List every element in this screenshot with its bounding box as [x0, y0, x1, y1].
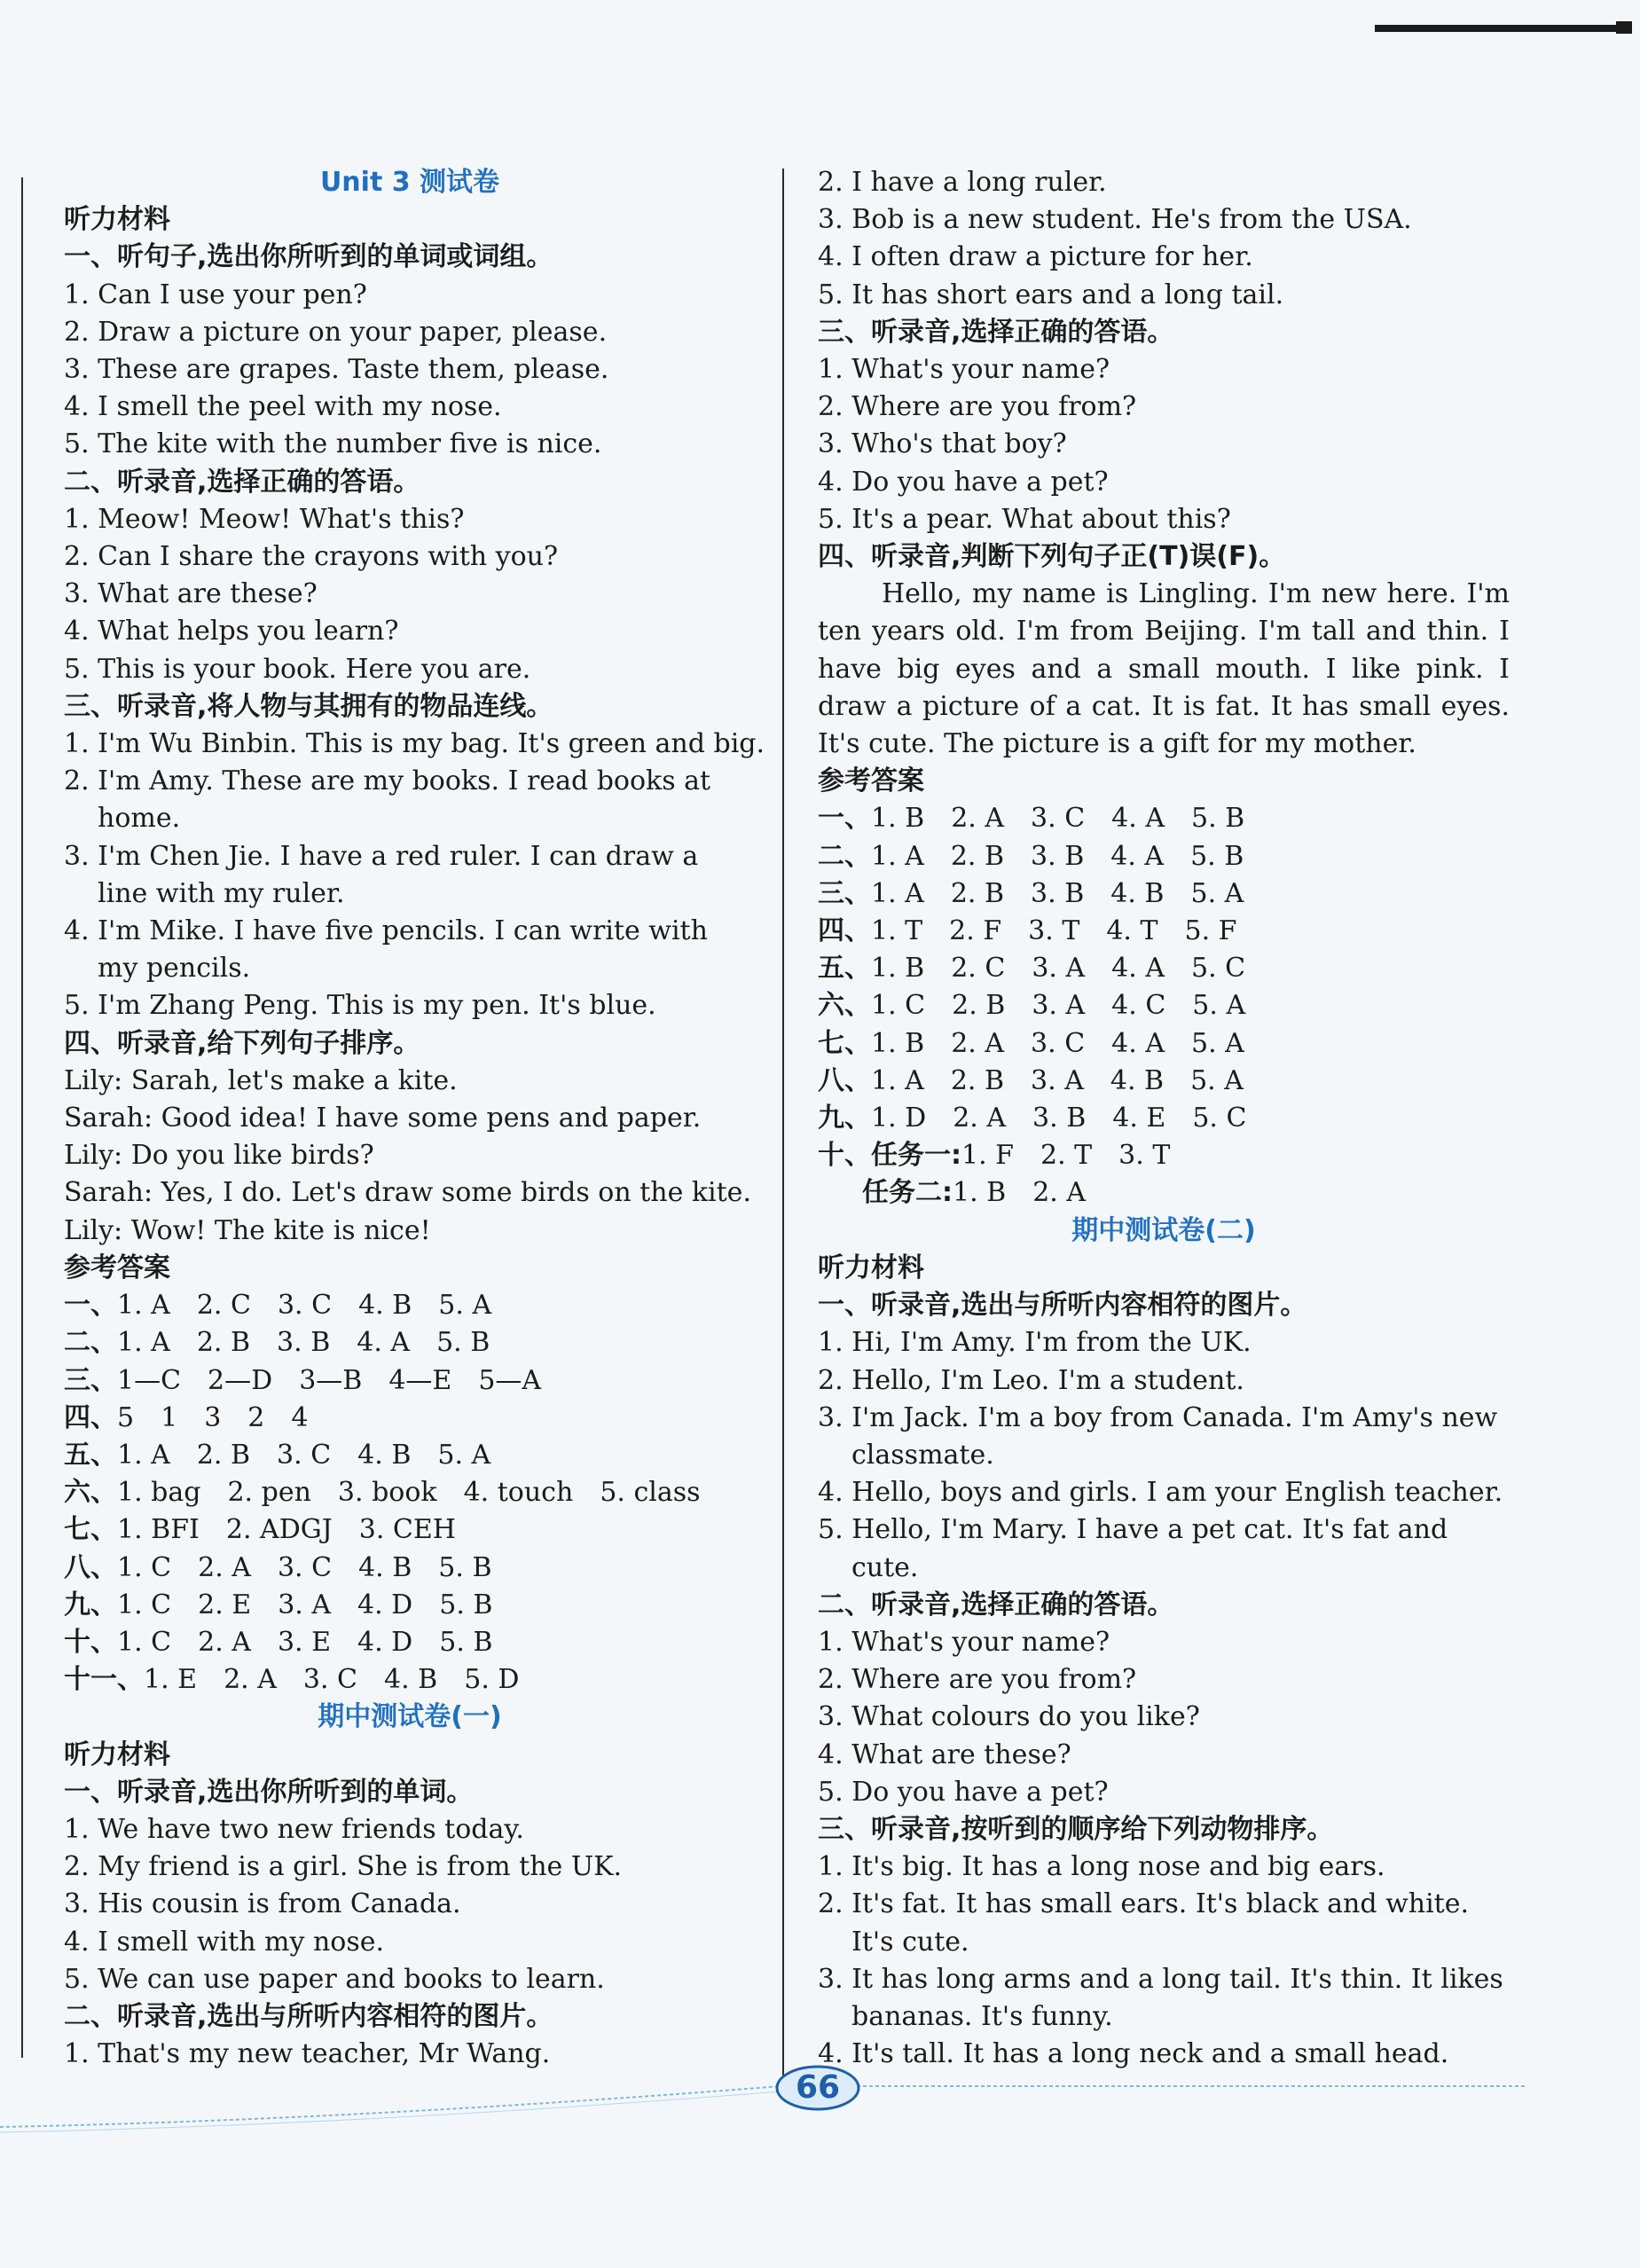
answer-item: 4. B: [1110, 1064, 1165, 1096]
answer-row: [64, 1550, 756, 1587]
answer-label: 七、: [818, 1027, 871, 1059]
answer-row: [818, 838, 1510, 875]
sentence: 3. It has long arms and a long tail. It's thin. It likes bananas. It's funny.: [818, 1963, 1503, 2032]
part-heading: 一、听录音,选出你所听到的单词。: [64, 1776, 474, 1808]
sentence: 2. It's fat. It has small ears. It's black and white. It's cute.: [818, 1888, 1470, 1958]
answer-item: 4. T: [1106, 915, 1158, 947]
dialogue-line: Lily: Sarah, let's make a kite.: [64, 1064, 458, 1096]
answer-label: 四、: [64, 1401, 117, 1433]
answer-key-unit3: [64, 1287, 756, 1699]
page-number-badge: [773, 2063, 862, 2113]
answer-item: 5. B: [439, 1589, 493, 1621]
answer-row: [818, 800, 1510, 837]
answer-item: 3. C: [1031, 803, 1086, 835]
answer-row: [64, 1474, 756, 1511]
sentence: 1. Meow! Meow! What's this?: [64, 503, 465, 535]
answer-label: 五、: [818, 953, 871, 985]
part-heading: 二、听录音,选出与所听内容相符的图片。: [64, 2000, 553, 2032]
answer-item: 4. D: [357, 1589, 413, 1621]
answer-item: 1. T: [871, 915, 923, 947]
answer-item: 4. E: [1112, 1103, 1166, 1134]
answer-item: 1—C: [117, 1364, 182, 1396]
answer-row: [818, 1025, 1510, 1063]
answer-item: 3—B: [299, 1364, 363, 1396]
answer-item: 4. touch: [463, 1477, 574, 1509]
answer-item: 5. B: [438, 1551, 492, 1583]
answer-label: 一、: [64, 1290, 117, 1322]
column-divider: [782, 169, 784, 2076]
sentence: 1. Hi, I'm Amy. I'm from the UK.: [818, 1327, 1252, 1359]
answer-item: 1. C: [117, 1551, 172, 1583]
answer-item: 1. C: [871, 990, 926, 1022]
answer-label: 十一、: [64, 1664, 144, 1696]
answer-label: 九、: [818, 1103, 871, 1134]
answer-item: 1. B: [871, 803, 925, 835]
answer-item: 5. A: [438, 1290, 492, 1322]
answer-item: 4. A: [1111, 803, 1165, 835]
answer-item: 3. A: [278, 1589, 332, 1621]
section-title-midterm-2: 期中测试卷(二): [1071, 1214, 1256, 1246]
answer-row: [64, 1511, 756, 1549]
part-heading: 二、听录音,选择正确的答语。: [818, 1589, 1174, 1621]
sentence: 4. I smell with my nose.: [64, 1926, 385, 1958]
answer-item: 4. B: [384, 1664, 438, 1696]
answer-label: 八、: [64, 1551, 117, 1583]
sentence: 4. I'm Mike. I have five pencils. I can write with my pencils.: [64, 915, 708, 985]
sentence: 4. Hello, boys and girls. I am your English teacher.: [818, 1477, 1503, 1509]
answer-row: [818, 913, 1510, 950]
listening-heading: 听力材料: [64, 1738, 170, 1770]
part-heading: 二、听录音,选择正确的答语。: [64, 466, 420, 498]
sentence: 4. I often draw a picture for her.: [818, 241, 1253, 273]
answer-item: 4. B: [358, 1551, 412, 1583]
listening-heading: 听力材料: [818, 1252, 924, 1283]
answer-key-heading: 参考答案: [818, 765, 924, 797]
answer-item: 1. A: [117, 1327, 170, 1359]
sentence: 4. Do you have a pet?: [818, 466, 1109, 498]
answer-item: 5. B: [439, 1626, 493, 1658]
answer-item: 3. C: [277, 1439, 332, 1471]
sentence: 2. Where are you from?: [818, 1664, 1137, 1696]
answer-item: 1. B: [871, 1027, 925, 1059]
sentence: 3. Who's that boy?: [818, 428, 1067, 460]
sentence: 3. What colours do you like?: [818, 1701, 1200, 1733]
sentence: 5. The kite with the number five is nice.: [64, 428, 602, 460]
answer-item: 2. B: [196, 1439, 251, 1471]
answer-key-midterm-1: [818, 800, 1510, 1174]
dialogue-line: Lily: Do you like birds?: [64, 1140, 374, 1172]
answer-row: [818, 875, 1510, 913]
sentence: 3. I'm Jack. I'm a boy from Canada. I'm Amy's new classmate.: [818, 1401, 1498, 1471]
answer-item: 4. A: [1111, 1027, 1165, 1059]
sentence: 1. What's your name?: [818, 1626, 1110, 1658]
sentence: 2. My friend is a girl. She is from the UK.: [64, 1851, 623, 1883]
sentence: 5. We can use paper and books to learn.: [64, 1963, 605, 1995]
sentence: 5. It's a pear. What about this?: [818, 503, 1231, 535]
answer-item: 4. A: [357, 1327, 411, 1359]
answer-item: 3. B: [1031, 840, 1085, 872]
answer-label: 五、: [64, 1439, 117, 1471]
answer-label: 九、: [64, 1589, 117, 1621]
answer-item: 2. E: [198, 1589, 252, 1621]
part-heading: 三、听录音,按听到的顺序给下列动物排序。: [818, 1813, 1334, 1845]
answer-item: 4. A: [1111, 953, 1165, 985]
answer-item: 5. C: [1191, 953, 1246, 985]
section-title-midterm-1: 期中测试卷(一): [318, 1701, 502, 1733]
answer-item: 5. B: [1191, 803, 1245, 835]
answer-item: 5: [117, 1401, 135, 1433]
answer-item: 1. A: [117, 1290, 170, 1322]
answer-item: 3. B: [1032, 1103, 1087, 1134]
answer-item: 3. T: [1028, 915, 1080, 947]
answer-item: 2. A: [198, 1626, 251, 1658]
answer-item: 2. B: [196, 1327, 251, 1359]
answer-item: 1. B: [871, 953, 925, 985]
answer-item: 5. F: [1184, 915, 1237, 947]
answer-item: 1. C: [117, 1626, 172, 1658]
answer-item: 1. C: [117, 1589, 172, 1621]
answer-item: 1. E: [144, 1664, 198, 1696]
answer-item: 2. B: [952, 990, 1006, 1022]
answer-item: 2. A: [953, 1103, 1007, 1134]
answer-item: 3. A: [1032, 953, 1086, 985]
answer-label: 二、: [818, 840, 871, 872]
answer-item: 5. class: [600, 1477, 701, 1509]
answer-item: 3. CEH: [358, 1514, 456, 1546]
answer-row-task2: [818, 1174, 1510, 1212]
part-heading: 四、听录音,给下列句子排序。: [64, 1027, 420, 1059]
dialogue-line: Sarah: Good idea! I have some pens and paper.: [64, 1103, 702, 1134]
answer-item: 5. C: [1192, 1103, 1247, 1134]
section-title-unit3: Unit 3 测试卷: [319, 167, 500, 198]
answer-label: 十、: [64, 1626, 117, 1658]
answer-label: 十、任务一:: [818, 1140, 961, 1172]
answer-item: 4: [291, 1401, 309, 1433]
answer-label: 六、: [818, 990, 871, 1022]
sentence: 3. Bob is a new student. He's from the USA.: [818, 204, 1412, 236]
answer-item: 4. C: [1111, 990, 1166, 1022]
sentence: 4. It's tall. It has a long neck and a small head.: [818, 2038, 1449, 2070]
listening-heading: 听力材料: [64, 204, 170, 236]
answer-item: 2. B: [950, 877, 1005, 909]
sentence: 3. These are grapes. Taste them, please.: [64, 354, 609, 386]
sentence: 2. I'm Amy. These are my books. I read books at home.: [64, 765, 711, 835]
answer-item: 4. B: [1110, 877, 1165, 909]
dialogue-line: Sarah: Yes, I do. Let's draw some birds on the kite.: [64, 1177, 751, 1209]
answer-label: 三、: [64, 1364, 117, 1396]
answer-item: 2. A: [198, 1551, 251, 1583]
dialogue-line: Lily: Wow! The kite is nice!: [64, 1214, 431, 1246]
sentence: 1. It's big. It has a long nose and big ears.: [818, 1851, 1385, 1883]
answer-item: 3. C: [277, 1551, 333, 1583]
sentence: 1. That's my new teacher, Mr Wang.: [64, 2038, 551, 2070]
answer-item: 3. book: [337, 1477, 437, 1509]
answer-label: 四、: [818, 915, 871, 947]
sentence: 2. Can I share the crayons with you?: [64, 541, 559, 573]
answer-item: 4. B: [357, 1439, 412, 1471]
answer-item: 1. A: [871, 1064, 924, 1096]
answer-label: 一、: [818, 803, 871, 835]
header-rule: [1375, 25, 1632, 32]
sentence: 4. What helps you learn?: [64, 616, 399, 647]
answer-label: 二、: [64, 1327, 117, 1359]
sentence: 3. His cousin is from Canada.: [64, 1888, 461, 1920]
sentence: 1. I'm Wu Binbin. This is my bag. It's green and big.: [64, 728, 765, 760]
page-number: 66: [795, 2069, 841, 2106]
answer-item: 4. A: [1110, 840, 1165, 872]
answer-item: 5. A: [1191, 1027, 1244, 1059]
answer-item: 5. B: [1190, 840, 1244, 872]
answer-item: 2. F: [949, 915, 1002, 947]
answer-item: 3: [204, 1401, 222, 1433]
answer-row: [818, 1137, 1510, 1174]
answer-item: 1. B: [953, 1177, 1007, 1209]
sentence: 2. I have a long ruler.: [818, 167, 1107, 198]
left-column: [64, 164, 765, 2073]
answer-item: 2—D: [208, 1364, 273, 1396]
answer-item: 1. BFI: [117, 1514, 200, 1546]
answer-item: 2. C: [951, 953, 1006, 985]
answer-label: 七、: [64, 1514, 117, 1546]
answer-item: 5—A: [478, 1364, 542, 1396]
listening-passage: Hello, my name is Lingling. I'm new here. I'm ten years old. I'm from Beijing. I'm tall and thin. I have big eyes and a small mouth. I like pink. I draw a picture of a cat. It is fat. It has small eyes. It's cute. The picture is a gift for my mother.: [818, 578, 1510, 760]
answer-item: 5. D: [464, 1664, 520, 1696]
answer-item: 2. C: [196, 1290, 251, 1322]
answer-row: [818, 1063, 1510, 1100]
sentence: 2. Hello, I'm Leo. I'm a student.: [818, 1364, 1244, 1396]
sentence: 5. It has short ears and a long tail.: [818, 279, 1284, 310]
answer-row: [818, 987, 1510, 1024]
right-column: [818, 164, 1510, 2073]
sentence: 1. What's your name?: [818, 354, 1110, 386]
answer-row: [64, 1287, 756, 1324]
answer-item: 2. A: [224, 1664, 277, 1696]
answer-item: 3. C: [277, 1290, 333, 1322]
answer-item: 4. B: [358, 1290, 412, 1322]
sentence: 4. What are these?: [818, 1738, 1071, 1770]
answer-item: 4—E: [388, 1364, 452, 1396]
sentence: 2. Where are you from?: [818, 391, 1137, 423]
sentence: 5. Do you have a pet?: [818, 1776, 1109, 1808]
part-heading: 一、听句子,选出你所听到的单词或词组。: [64, 241, 553, 273]
sentence: 5. I'm Zhang Peng. This is my pen. It's blue.: [64, 990, 656, 1022]
answer-row: [64, 1324, 756, 1362]
answer-item: 2: [247, 1401, 265, 1433]
answer-label: 三、: [818, 877, 871, 909]
answer-item: 4. D: [357, 1626, 413, 1658]
answer-item: 1. D: [871, 1103, 927, 1134]
answer-item: 2. B: [950, 1064, 1005, 1096]
sentence: 1. We have two new friends today.: [64, 1813, 524, 1845]
answer-row: [818, 1100, 1510, 1137]
part-heading: 四、听录音,判断下列句子正(T)误(F)。: [818, 541, 1286, 573]
answer-item: 2. B: [950, 840, 1005, 872]
answer-item: 2. A: [1032, 1177, 1087, 1209]
answer-item: 3. A: [1032, 990, 1086, 1022]
answer-item: 2. ADGJ: [225, 1514, 333, 1546]
answer-row: [64, 1400, 756, 1437]
sentence: 4. I smell the peel with my nose.: [64, 391, 502, 423]
part-heading: 三、听录音,选择正确的答语。: [818, 316, 1174, 348]
answer-item: 1: [161, 1401, 178, 1433]
answer-row: [818, 950, 1510, 987]
answer-item: 5. A: [1192, 990, 1246, 1022]
answer-item: 2. pen: [227, 1477, 311, 1509]
answer-item: 2. A: [951, 1027, 1005, 1059]
answer-row: [64, 1362, 756, 1400]
sentence: 5. This is your book. Here you are.: [64, 653, 531, 685]
answer-item: 5. A: [437, 1439, 491, 1471]
answer-item: 1. bag: [117, 1477, 201, 1509]
answer-item: 3. E: [277, 1626, 332, 1658]
answer-item: 2. T: [1040, 1140, 1093, 1172]
sentence: 2. Draw a picture on your paper, please.: [64, 316, 608, 348]
answer-row: [64, 1437, 756, 1474]
answer-item: 3. A: [1031, 1064, 1084, 1096]
part-heading: 三、听录音,将人物与其拥有的物品连线。: [64, 690, 553, 722]
answer-item: 1. A: [117, 1439, 170, 1471]
answer-row: [64, 1624, 756, 1661]
answer-row: [64, 1661, 756, 1699]
answer-item: 3. B: [277, 1327, 331, 1359]
answer-item: 5. A: [1190, 1064, 1244, 1096]
answer-row: [64, 1587, 756, 1624]
answer-item: 3. C: [1031, 1027, 1086, 1059]
answer-key-heading: 参考答案: [64, 1252, 170, 1283]
answer-item: 1. A: [871, 840, 924, 872]
part-heading: 一、听录音,选出与所听内容相符的图片。: [818, 1290, 1307, 1322]
answer-item: 1. A: [871, 877, 924, 909]
answer-item: 5. A: [1190, 877, 1244, 909]
sentence: 1. Can I use your pen?: [64, 279, 367, 310]
answer-label: 六、: [64, 1477, 117, 1509]
sentence: 5. Hello, I'm Mary. I have a pet cat. It's fat and cute.: [818, 1514, 1448, 1583]
answer-item: 3. T: [1118, 1140, 1171, 1172]
answer-item: 5. B: [436, 1327, 490, 1359]
answer-item: 1. F: [961, 1140, 1014, 1172]
left-margin-rule: [21, 177, 23, 2058]
answer-label: 任务二:: [862, 1177, 953, 1209]
sentence: 3. What are these?: [64, 578, 318, 610]
answer-label: 八、: [818, 1064, 871, 1096]
answer-item: 2. A: [951, 803, 1005, 835]
answer-item: 3. C: [302, 1664, 358, 1696]
answer-item: 3. B: [1031, 877, 1085, 909]
sentence: 3. I'm Chen Jie. I have a red ruler. I can draw a line with my ruler.: [64, 840, 699, 909]
